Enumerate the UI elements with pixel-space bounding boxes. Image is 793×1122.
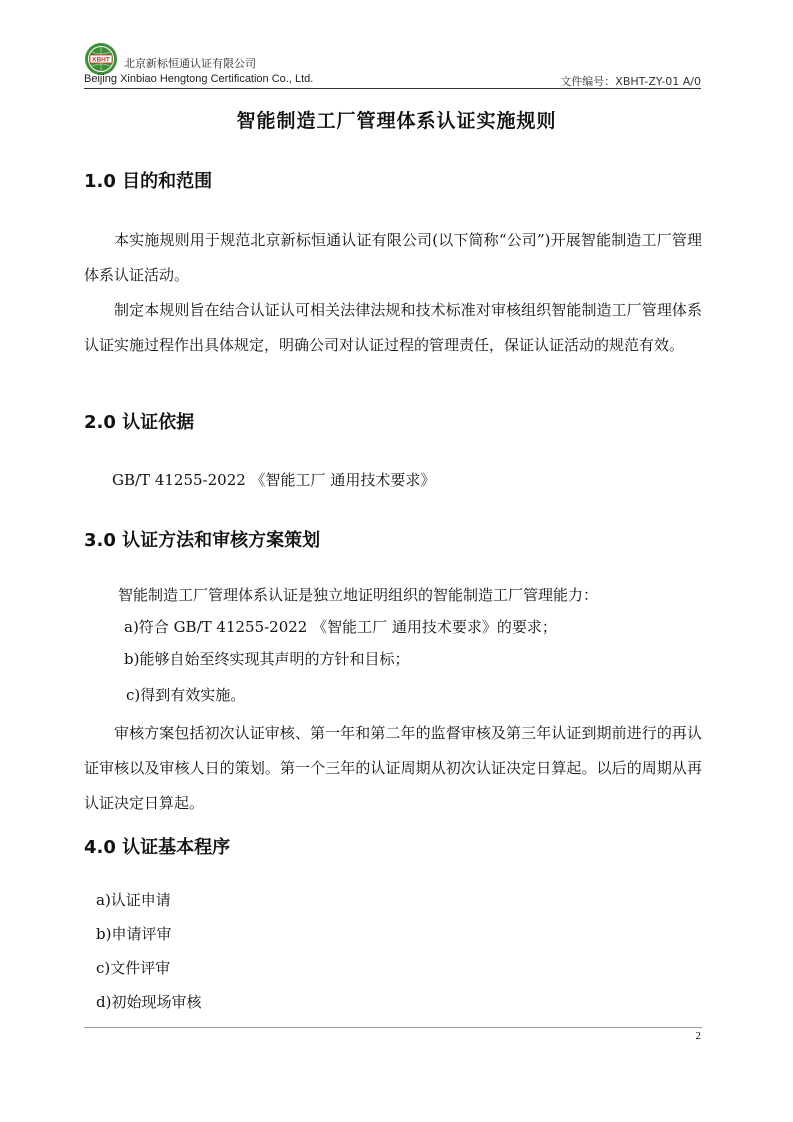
section-heading-method-planning: 3.0 认证方法和审核方案策划 bbox=[84, 530, 321, 551]
section-3-intro: 智能制造工厂管理体系认证是独立地证明组织的智能制造工厂管理能力： bbox=[118, 586, 599, 604]
company-name-en: Beijing Xinbiao Hengtong Certification Co., Ltd. bbox=[84, 73, 314, 85]
page-header bbox=[84, 40, 701, 90]
list-item: a)符合 GB/T 41255-2022 《智能工厂 通用技术要求》的要求； bbox=[124, 618, 557, 636]
list-item: c)得到有效实施。 bbox=[126, 686, 246, 704]
document-number: 文件编号：XBHT-ZY-01 A/0 bbox=[560, 75, 701, 88]
company-name-cn: 北京新标恒通认证有限公司 bbox=[124, 57, 256, 70]
svg-text:XBHT: XBHT bbox=[92, 56, 110, 64]
list-item: b)申请评审 bbox=[96, 925, 172, 943]
page-number: 2 bbox=[695, 1030, 701, 1042]
list-item: a)认证申请 bbox=[96, 891, 171, 909]
section-heading-certification-basis: 2.0 认证依据 bbox=[84, 412, 195, 433]
header-divider bbox=[84, 88, 701, 89]
section-heading-basic-procedure: 4.0 认证基本程序 bbox=[84, 837, 231, 858]
list-item: c)文件评审 bbox=[96, 959, 171, 977]
section-1-paragraph-1: 本实施规则用于规范北京新标恒通认证有限公司(以下简称“公司”)开展智能制造工厂管理体系认证活动。 bbox=[84, 231, 702, 284]
section-3-paragraph-1: 审核方案包括初次认证审核、第一年和第二年的监督审核及第三年认证到期前进行的再认证审核以及审核人日的策划。第一个三年的认证周期从初次认证决定日算起。以后的周期从再认证决定日算起。 bbox=[84, 724, 702, 812]
list-item: d)初始现场审核 bbox=[96, 993, 202, 1011]
standard-reference: GB/T 41255-2022 《智能工厂 通用技术要求》 bbox=[112, 471, 436, 489]
footer-divider bbox=[84, 1027, 702, 1028]
page-title: 智能制造工厂管理体系认证实施规则 bbox=[236, 110, 557, 132]
list-item: b)能够自始至终实现其声明的方针和目标； bbox=[124, 650, 410, 668]
section-1-paragraph-2: 制定本规则旨在结合认证认可相关法律法规和技术标准对审核组织智能制造工厂管理体系认证实施过程作出具体规定，明确公司对认证过程的管理责任，保证认证活动的规范有效。 bbox=[84, 301, 702, 354]
section-heading-purpose-scope: 1.0 目的和范围 bbox=[84, 171, 213, 192]
company-seal-logo-icon bbox=[84, 42, 118, 76]
